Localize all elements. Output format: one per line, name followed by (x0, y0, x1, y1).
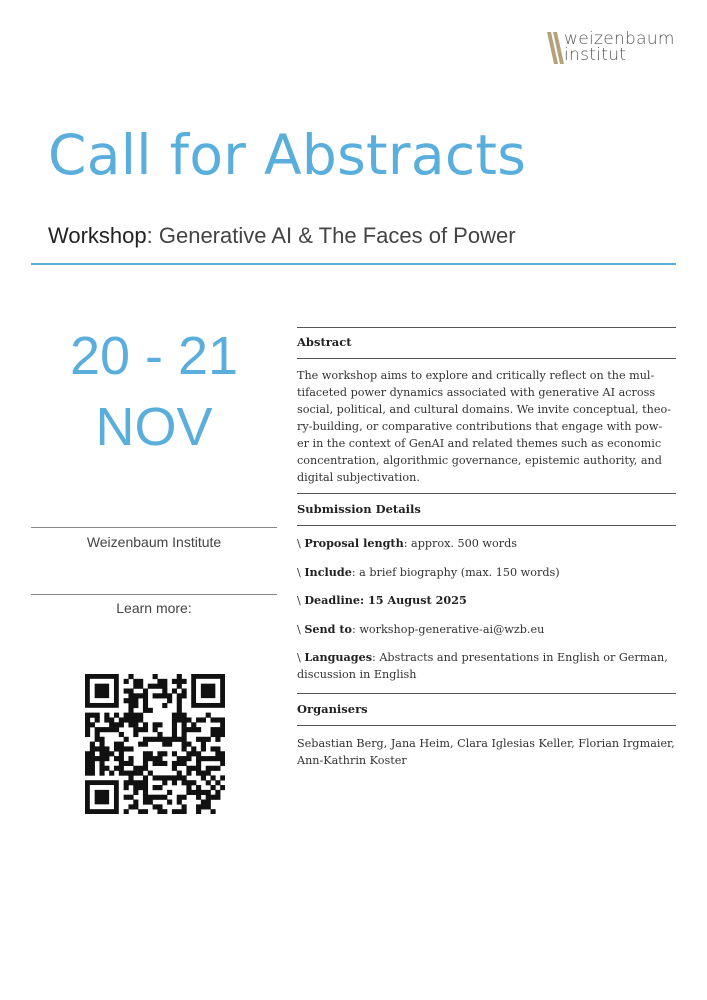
organisers-line-1: Sebastian Berg, Jana Heim, Clara Iglesias Keller, Florian Irgmaier, (297, 737, 675, 750)
section-divider (297, 525, 676, 526)
weizenbaum-logo (547, 29, 682, 67)
abstract-line: tifaceted power dynamics associated with generative AI across (297, 386, 656, 399)
logo-line-2: institut (564, 45, 627, 65)
deadline: Deadline: 15 August 2025 (304, 593, 467, 607)
page-title: Call for Abstracts (48, 123, 527, 187)
organisers-line-2: Ann-Kathrin Koster (297, 754, 407, 767)
qr-code[interactable] (85, 674, 225, 814)
include-line: \ Include: a brief biography (max. 150 words) (297, 565, 560, 579)
section-divider (297, 327, 676, 328)
submission-heading: Submission Details (297, 502, 421, 516)
abstract-text (297, 367, 676, 486)
left-divider (31, 527, 277, 528)
include-label: Include (304, 565, 352, 579)
abstract-line: er in the context of GenAI and related themes such as economic (297, 437, 662, 450)
venue: Weizenbaum Institute (86, 534, 222, 550)
section-divider (297, 725, 676, 726)
subtitle-label: Workshop (48, 223, 147, 248)
workshop-subtitle (48, 225, 516, 247)
logo-line-1: weizenbaum (564, 29, 675, 49)
date-month: NOV (95, 397, 213, 457)
date-days: 20 - 21 (69, 326, 239, 386)
abstract-line: concentration, algorithmic governance, epistemic authority, and (297, 454, 662, 467)
languages-value-2: discussion in English (297, 668, 417, 681)
send-to-line: \ Send to: workshop-generative-ai@wzb.eu (297, 622, 545, 636)
deadline-line: \ Deadline: 15 August 2025 (297, 593, 467, 607)
languages-line: \ Languages: Abstracts and presentations in English or German, discussion in English (297, 650, 668, 681)
subtitle-text: : Generative AI & The Faces of Power (146, 223, 516, 248)
include-value: : a brief biography (max. 150 words) (351, 566, 560, 579)
abstract-line: ry-building, or comparative contributions that engage with pow- (297, 420, 663, 433)
title-divider (31, 263, 676, 265)
abstract-line: The workshop aims to explore and critically reflect on the mul- (297, 369, 655, 382)
languages-value: : Abstracts and presentations in English or German, (372, 651, 668, 664)
proposal-length: \ Proposal length: approx. 500 words (297, 536, 517, 550)
section-divider (297, 693, 676, 694)
proposal-value: : approx. 500 words (403, 537, 517, 550)
languages-label: Languages (304, 650, 373, 664)
send-label: Send to (304, 622, 353, 636)
section-divider (297, 493, 676, 494)
abstract-line: digital subjectivation. (297, 471, 420, 484)
abstract-heading: Abstract (297, 335, 352, 349)
section-divider (297, 358, 676, 359)
organisers-heading: Organisers (297, 702, 368, 716)
organisers-list (297, 735, 676, 769)
proposal-label: Proposal length (304, 536, 404, 550)
left-divider (31, 594, 277, 595)
abstract-line: social, political, and cultural domains. We invite conceptual, theo- (297, 403, 672, 416)
logo-mark-icon (547, 32, 565, 64)
send-email[interactable]: : workshop-generative-ai@wzb.eu (352, 623, 545, 636)
learn-more-label: Learn more: (116, 600, 192, 616)
